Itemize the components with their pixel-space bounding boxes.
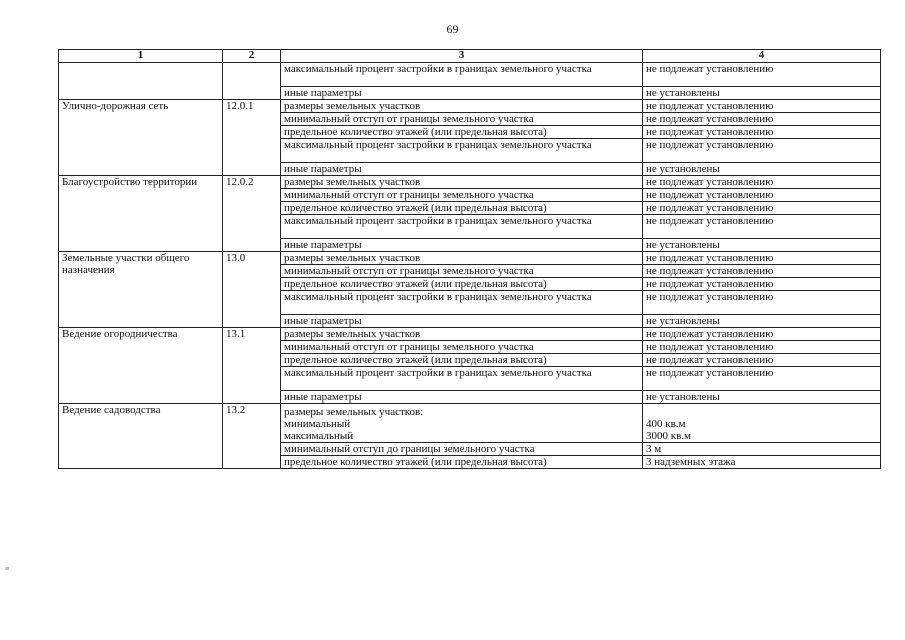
value-cell: не подлежат установлению bbox=[643, 176, 881, 189]
value-cell: не подлежат установлению bbox=[643, 126, 881, 139]
parameter-cell bbox=[281, 404, 643, 443]
code-cell: 12.0.2 bbox=[223, 176, 281, 252]
parameter-cell: минимальный отступ от границы земельного участка bbox=[281, 113, 643, 126]
size-min-value: 400 кв.м bbox=[646, 418, 686, 430]
parameter-cell: предельное количество этажей (или предельная высота) bbox=[281, 126, 643, 139]
header-row bbox=[59, 50, 881, 63]
parameter-cell: иные параметры bbox=[281, 239, 643, 252]
value-cell: не подлежат установлению bbox=[643, 265, 881, 278]
category-cell bbox=[59, 63, 223, 100]
size-max-value: 3000 кв.м bbox=[646, 430, 691, 442]
value-cell: не подлежат установлению bbox=[643, 113, 881, 126]
parameter-cell: размеры земельных участков bbox=[281, 100, 643, 113]
parameter-cell: иные параметры bbox=[281, 87, 643, 100]
value-cell: не подлежат установлению bbox=[643, 278, 881, 291]
table-row bbox=[59, 63, 881, 87]
parameter-cell: минимальный отступ до границы земельного участка bbox=[281, 443, 643, 456]
parameter-cell: максимальный процент застройки в границах земельного участка bbox=[281, 291, 643, 315]
value-cell: не установлены bbox=[643, 163, 881, 176]
parameter-cell: максимальный процент застройки в границах земельного участка bbox=[281, 63, 643, 87]
value-cell: не подлежат установлению bbox=[643, 328, 881, 341]
value-cell: 3 надземных этажа bbox=[643, 456, 881, 469]
value-cell: не подлежат установлению bbox=[643, 139, 881, 163]
category-cell: Улично-дорожная сеть bbox=[59, 100, 223, 176]
header-cell: 1 bbox=[59, 50, 223, 63]
value-cell: не подлежат установлению bbox=[643, 367, 881, 391]
parameter-cell: максимальный процент застройки в границах земельного участка bbox=[281, 367, 643, 391]
code-cell: 13.1 bbox=[223, 328, 281, 404]
parameter-cell: иные параметры bbox=[281, 315, 643, 328]
parameter-cell: размеры земельных участков bbox=[281, 252, 643, 265]
value-cell: не подлежат установлению bbox=[643, 341, 881, 354]
table-row bbox=[59, 328, 881, 341]
value-cell: 3 м bbox=[643, 443, 881, 456]
header-cell: 4 bbox=[643, 50, 881, 63]
value-cell: не установлены bbox=[643, 315, 881, 328]
parameter-cell: минимальный отступ от границы земельного участка bbox=[281, 189, 643, 202]
parameter-cell: предельное количество этажей (или предельная высота) bbox=[281, 202, 643, 215]
parameter-cell: размеры земельных участков bbox=[281, 328, 643, 341]
table-row bbox=[59, 176, 881, 189]
value-cell: не установлены bbox=[643, 87, 881, 100]
parameter-cell: предельное количество этажей (или предельная высота) bbox=[281, 354, 643, 367]
parameter-cell: размеры земельных участков bbox=[281, 176, 643, 189]
category-cell: Ведение садоводства bbox=[59, 404, 223, 469]
code-cell: 12.0.1 bbox=[223, 100, 281, 176]
parameter-cell: иные параметры bbox=[281, 391, 643, 404]
code-cell bbox=[223, 63, 281, 100]
header-cell: 2 bbox=[223, 50, 281, 63]
parameter-cell: минимальный отступ от границы земельного участка bbox=[281, 341, 643, 354]
category-cell: Ведение огородничества bbox=[59, 328, 223, 404]
parameter-cell: предельное количество этажей (или предельная высота) bbox=[281, 456, 643, 469]
parameter-cell: минимальный отступ от границы земельного участка bbox=[281, 265, 643, 278]
parameter-cell: максимальный процент застройки в границах земельного участка bbox=[281, 139, 643, 163]
table-row bbox=[59, 252, 881, 265]
header-cell: 3 bbox=[281, 50, 643, 63]
value-cell: не установлены bbox=[643, 391, 881, 404]
value-cell: не подлежат установлению bbox=[643, 189, 881, 202]
page-number: 69 bbox=[446, 22, 459, 36]
value-cell: не подлежат установлению bbox=[643, 291, 881, 315]
size-min-label: минимальный bbox=[284, 418, 351, 430]
category-cell: Земельные участки общего назначения bbox=[59, 252, 223, 328]
value-cell: не подлежат установлению bbox=[643, 354, 881, 367]
regulations-table bbox=[58, 49, 881, 469]
parameter-cell: предельное количество этажей (или предельная высота) bbox=[281, 278, 643, 291]
code-cell: 13.0 bbox=[223, 252, 281, 328]
value-cell: не установлены bbox=[643, 239, 881, 252]
value-cell: не подлежат установлению bbox=[643, 100, 881, 113]
parameter-cell: иные параметры bbox=[281, 163, 643, 176]
value-cell: не подлежат установлению bbox=[643, 202, 881, 215]
category-cell: Благоустройство территории bbox=[59, 176, 223, 252]
margin-mark: ≡ bbox=[5, 564, 10, 573]
size-max-label: максимальный bbox=[284, 430, 354, 442]
code-cell: 13.2 bbox=[223, 404, 281, 469]
value-cell: не подлежат установлению bbox=[643, 63, 881, 87]
size-label: размеры земельных участков: bbox=[284, 406, 424, 418]
value-cell: не подлежат установлению bbox=[643, 252, 881, 265]
value-cell: не подлежат установлению bbox=[643, 215, 881, 239]
parameter-cell: максимальный процент застройки в границах земельного участка bbox=[281, 215, 643, 239]
table-row bbox=[59, 404, 881, 443]
table-row bbox=[59, 100, 881, 113]
value-cell bbox=[643, 404, 881, 443]
